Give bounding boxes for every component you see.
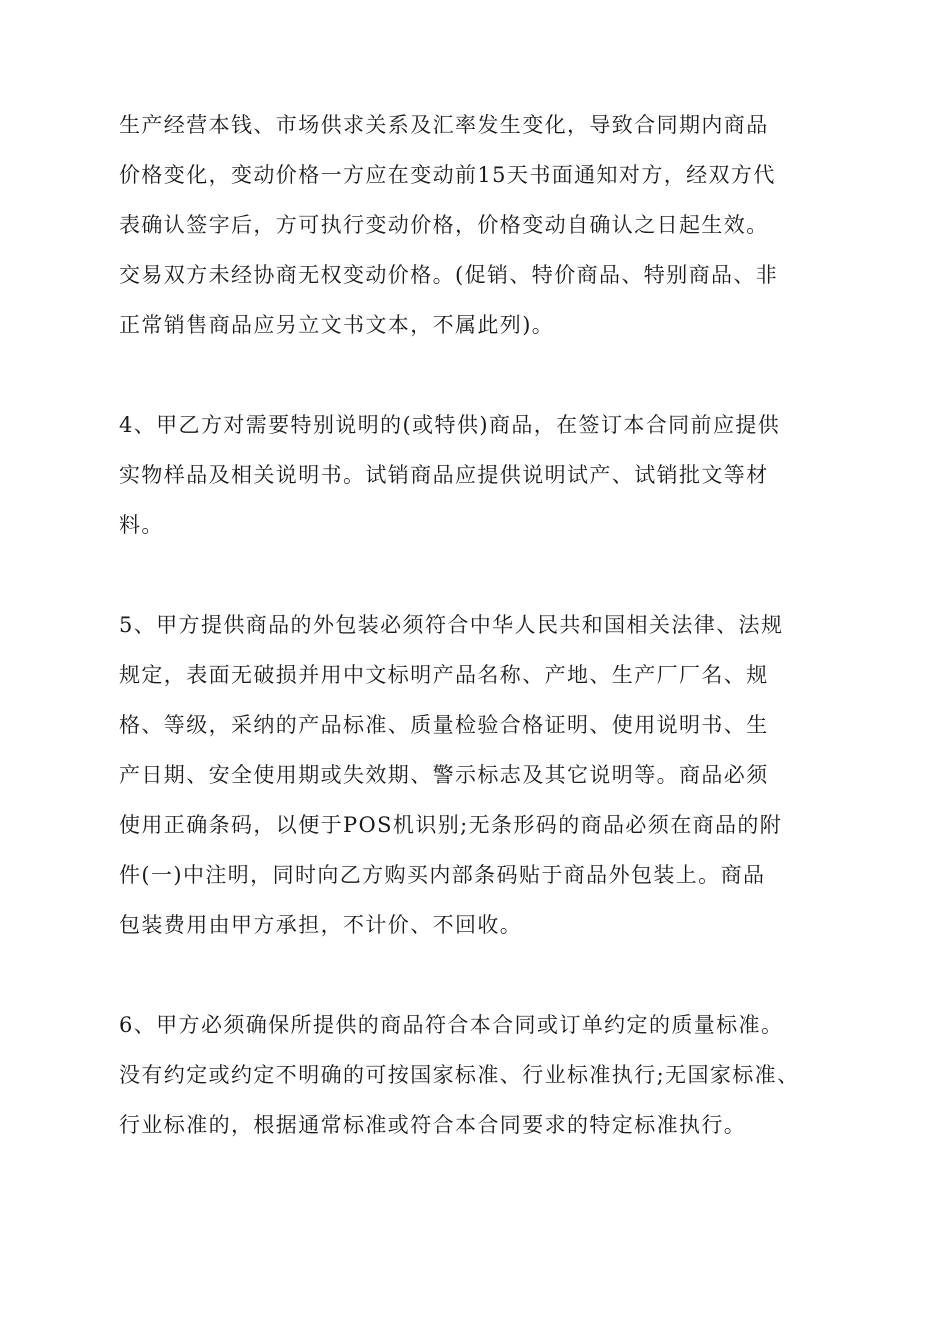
paragraph-clause-6 [119,1000,844,1150]
text-line: 交易双方未经协商无权变动价格。(促销、特价商品、特别商品、非 [119,263,779,287]
text-line: 包装费用由甲方承担，不计价、不回收。 [119,913,523,937]
text-line: 格、等级，采纳的产品标准、质量检验合格证明、使用说明书、生 [119,713,769,737]
text-line: 产日期、安全使用期或失效期、警示标志及其它说明等。商品必须 [119,763,769,787]
text-line: 4、甲乙方对需要特别说明的(或特供)商品，在签订本合同前应提供 [119,413,781,437]
text-line: 使用正确条码，以便于POS机识别;无条形码的商品必须在商品的附 [119,813,783,837]
text-line: 价格变化，变动价格一方应在变动前15天书面通知对方，经双方代 [119,163,776,187]
text-line: 5、甲方提供商品的外包装必须符合中华人民共和国相关法律、法规 [119,613,784,637]
text-line: 没有约定或约定不明确的可按国家标准、行业标准执行;无国家标准、 [119,1063,800,1087]
paragraph-price-change [119,100,844,350]
text-line: 正常销售商品应另立文书文本，不属此列)。 [119,313,555,337]
text-line: 6、甲方必须确保所提供的商品符合本合同或订单约定的质量标准。 [119,1013,784,1037]
text-line: 件(一)中注明，同时向乙方购买内部条码贴于商品外包装上。商品 [119,863,766,887]
text-line: 料。 [119,513,164,537]
paragraph-clause-5 [119,600,844,950]
text-line: 行业标准的，根据通常标准或符合本合同要求的特定标准执行。 [119,1113,747,1137]
text-line: 表确认签字后，方可执行变动价格，价格变动自确认之日起生效。 [119,213,769,237]
paragraph-clause-4 [119,400,844,550]
text-line: 实物样品及相关说明书。试销商品应提供说明试产、试销批文等材 [119,463,769,487]
text-line: 规定，表面无破损并用中文标明产品名称、产地、生产厂厂名、规 [119,663,769,687]
text-line: 生产经营本钱、市场供求关系及汇率发生变化，导致合同期内商品 [119,113,769,137]
